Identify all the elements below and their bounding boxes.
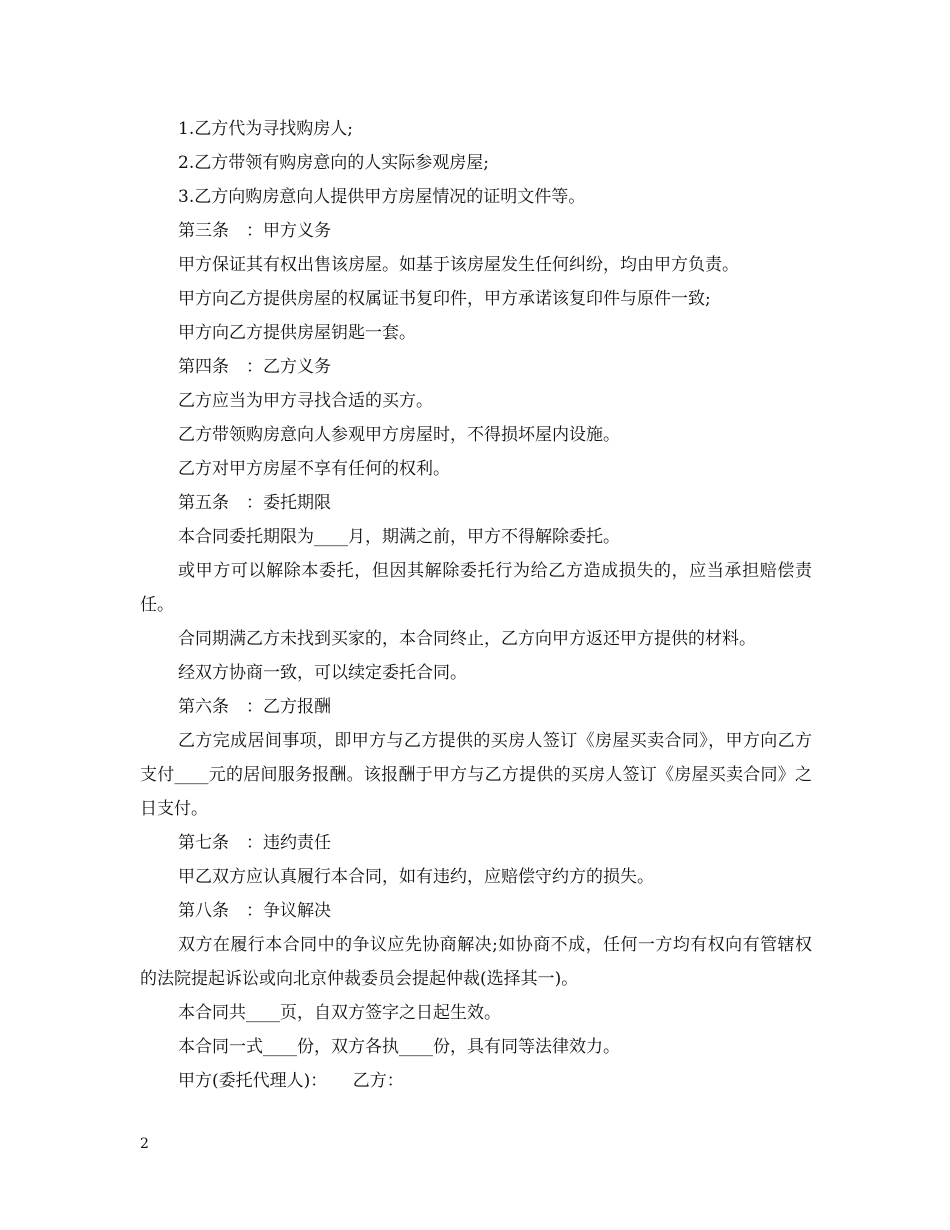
list-item-2: 2.乙方带领有购房意向的人实际参观房屋; xyxy=(178,153,489,173)
page-number: 2 xyxy=(140,1136,149,1152)
paragraph: 乙方带领购房意向人参观甲方房屋时，不得损坏屋内设施。 xyxy=(178,425,620,445)
paragraph: 甲方向乙方提供房屋的权属证书复印件，甲方承诺该复印件与原件一致; xyxy=(178,289,711,309)
paragraph: 双方在履行本合同中的争议应先协商解决;如协商不成，任何一方均有权向有管辖权的法院提起诉讼或向北京仲裁委员会提起仲裁(选择其一)。 xyxy=(140,935,812,989)
list-item-1: 1.乙方代为寻找购房人; xyxy=(178,119,353,139)
article-6-heading: 第六条 ：乙方报酬 xyxy=(178,697,331,717)
paragraph: 本合同委托期限为____月，期满之前，甲方不得解除委托。 xyxy=(178,527,620,547)
list-item-3: 3.乙方向购房意向人提供甲方房屋情况的证明文件等。 xyxy=(178,187,586,207)
article-8-heading: 第八条 ：争议解决 xyxy=(178,901,331,921)
paragraph: 甲方保证其有权出售该房屋。如基于该房屋发生任何纠纷，均由甲方负责。 xyxy=(178,255,739,275)
article-4-heading: 第四条 ：乙方义务 xyxy=(178,357,331,377)
paragraph: 经双方协商一致，可以续定委托合同。 xyxy=(178,663,467,683)
article-7-heading: 第七条 ：违约责任 xyxy=(178,833,331,853)
document-body xyxy=(140,112,812,1098)
paragraph: 乙方应当为甲方寻找合适的买方。 xyxy=(178,391,433,411)
paragraph: 乙方对甲方房屋不享有任何的权利。 xyxy=(178,459,450,479)
paragraph: 本合同一式____份，双方各执____份，具有同等法律效力。 xyxy=(178,1037,620,1057)
paragraph: 合同期满乙方未找到买家的，本合同终止，乙方向甲方返还甲方提供的材料。 xyxy=(178,629,756,649)
signature-line: 甲方(委托代理人)： 乙方： xyxy=(178,1071,404,1091)
paragraph: 乙方完成居间事项，即甲方与乙方提供的买房人签订《房屋买卖合同》，甲方向乙方支付____元的居间服务报酬。该报酬于甲方与乙方提供的买房人签订《房屋买卖合同》之日支付。 xyxy=(140,731,812,819)
paragraph: 甲方向乙方提供房屋钥匙一套。 xyxy=(178,323,416,343)
paragraph: 甲乙双方应认真履行本合同，如有违约，应赔偿守约方的损失。 xyxy=(178,867,654,887)
article-5-heading: 第五条 ：委托期限 xyxy=(178,493,331,513)
article-3-heading: 第三条 ：甲方义务 xyxy=(178,221,331,241)
paragraph: 本合同共____页，自双方签字之日起生效。 xyxy=(178,1003,501,1023)
paragraph: 或甲方可以解除本委托，但因其解除委托行为给乙方造成损失的，应当承担赔偿责任。 xyxy=(140,561,812,615)
